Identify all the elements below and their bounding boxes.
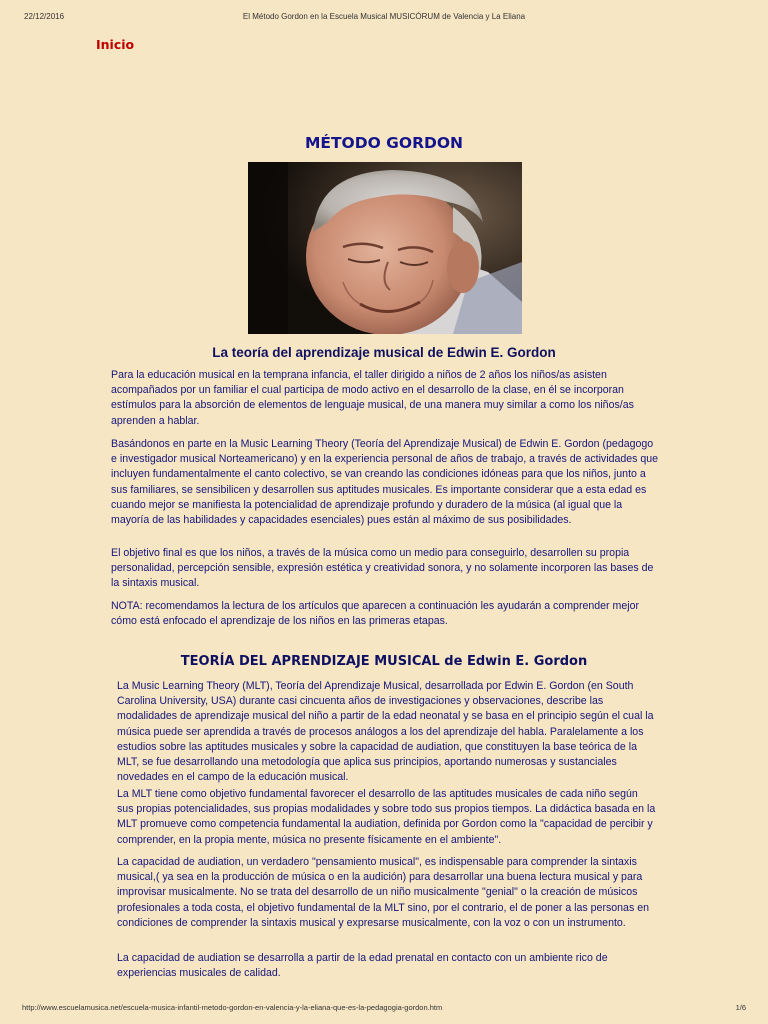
print-header (0, 12, 768, 24)
page-title: MÉTODO GORDON (304, 134, 464, 152)
section2-paragraph: La Music Learning Theory (MLT), Teoría del Aprendizaje Musical, desarrollada por Edwin E. Gordon (en South Carolina University, USA) durante casi cincuenta años de investigaciones y observaciones, describe las modalidades de aprendizaje musical del niño a partir de la edad neonatal y se basa en el principio según el cual la música puede ser aprendida a través de procesos análogos a los del aprendizaje del habla. Paralelamente a los estudios sobre las aptitudes musicales y sobre la capacidad de audiation, que constituyen la base teórica de la MLT, se fue desarrollando una metodología que aplica sus principios, aportando numerosas y sustanciales novedades en el campo de la educación musical. (117, 680, 654, 784)
page-counter: 1/6 (735, 1003, 746, 1012)
inicio-link[interactable]: Inicio (96, 37, 135, 52)
print-url: http://www.escuelamusica.net/escuela-musica-infantil-metodo-gordon-en-valencia-y-la-eliana-que-es-la-pedagogia-gordon.htm (22, 1003, 443, 1012)
section-heading-teoria: La teoría del aprendizaje musical de Edwin E. Gordon (212, 345, 556, 360)
section-heading-mlt: TEORÍA DEL APRENDIZAJE MUSICAL de Edwin E. Gordon (180, 654, 588, 669)
section1-note: NOTA: recomendamos la lectura de los artículos que aparecen a continuación les ayudarán a comprender mejor cómo está enfocado el aprendizaje de los niños en las primeras etapas. (111, 600, 640, 628)
section1-paragraph: Para la educación musical en la temprana infancia, el taller dirigido a niños de 2 años los niños/as asisten acompañados por un familiar el cual participa de modo activo en el desarrollo de la clase, en él se incorporan estímulos para la absorción de elementos de lenguaje musical, de una manera muy similar a como los niños/as aprenden a hablar. (111, 369, 634, 427)
portrait-photo (248, 162, 522, 334)
portrait-image (248, 162, 522, 334)
section1-paragraph: El objetivo final es que los niños, a través de la música como un medio para conseguirlo, desarrollen su propia personalidad, percepción sensible, expresión estética y creatividad sonora, y no solamente incorporen las bases de la sintaxis musical. (111, 547, 654, 590)
section1-paragraph: Basándonos en parte en la Music Learning Theory (Teoría del Aprendizaje Musical) de Edwin E. Gordon (pedagogo e investigador musical Norteamericano) y en la experiencia personal de años de trabajo, a través de actividades que incluyen fundamentalmente el canto colectivo, se van creando las condiciones idóneas para que los niños, junto a sus familiares, se sensibilicen y desarrollen sus aptitudes musicales. Es importante considerar que a esta edad es cuando mejor se manifiesta la potencialidad de aprendizaje profundo y duradero de la música (al igual que la mayoría de las habilidades y capacidades esenciales) pues están al máximo de sus posibilidades. (111, 438, 659, 527)
section2-paragraph: La capacidad de audiation se desarrolla a partir de la edad prenatal en contacto con un ambiente rico de experiencias musicales de calidad. (117, 952, 608, 980)
section2-paragraph: La MLT tiene como objetivo fundamental favorecer el desarrollo de las aptitudes musicales de cada niño según sus propias potencialidades, sus propias modalidades y sobre todo sus propios tiempos. La didáctica basada en la MLT promueve como competencia fundamental la audiation, definida por Gordon como la "capacidad de percibir y comprender, en la propia mente, música no presente físicamente en el ambiente". (117, 788, 656, 846)
section2-paragraph: La capacidad de audiation, un verdadero "pensamiento musical", es indispensable para comprender la sintaxis musical,( ya sea en la producción de música o en la audición) para desarrollar una buena lectura musical y para improvisar musicalmente. No se trata del desarrollo de un niño musicalmente "genial" o la creación de músicos profesionales a toda costa, el objetivo fundamental de la MLT sino, por el contrario, el de poner a las personas en condiciones de comprender la sintaxis musical y expresarse musicalmente, con la voz o con un instrumento. (117, 856, 649, 929)
print-document-title: El Método Gordon en la Escuela Musical MUSICÓRUM de Valencia y La Eliana (242, 12, 526, 21)
print-date: 22/12/2016 (24, 12, 65, 21)
